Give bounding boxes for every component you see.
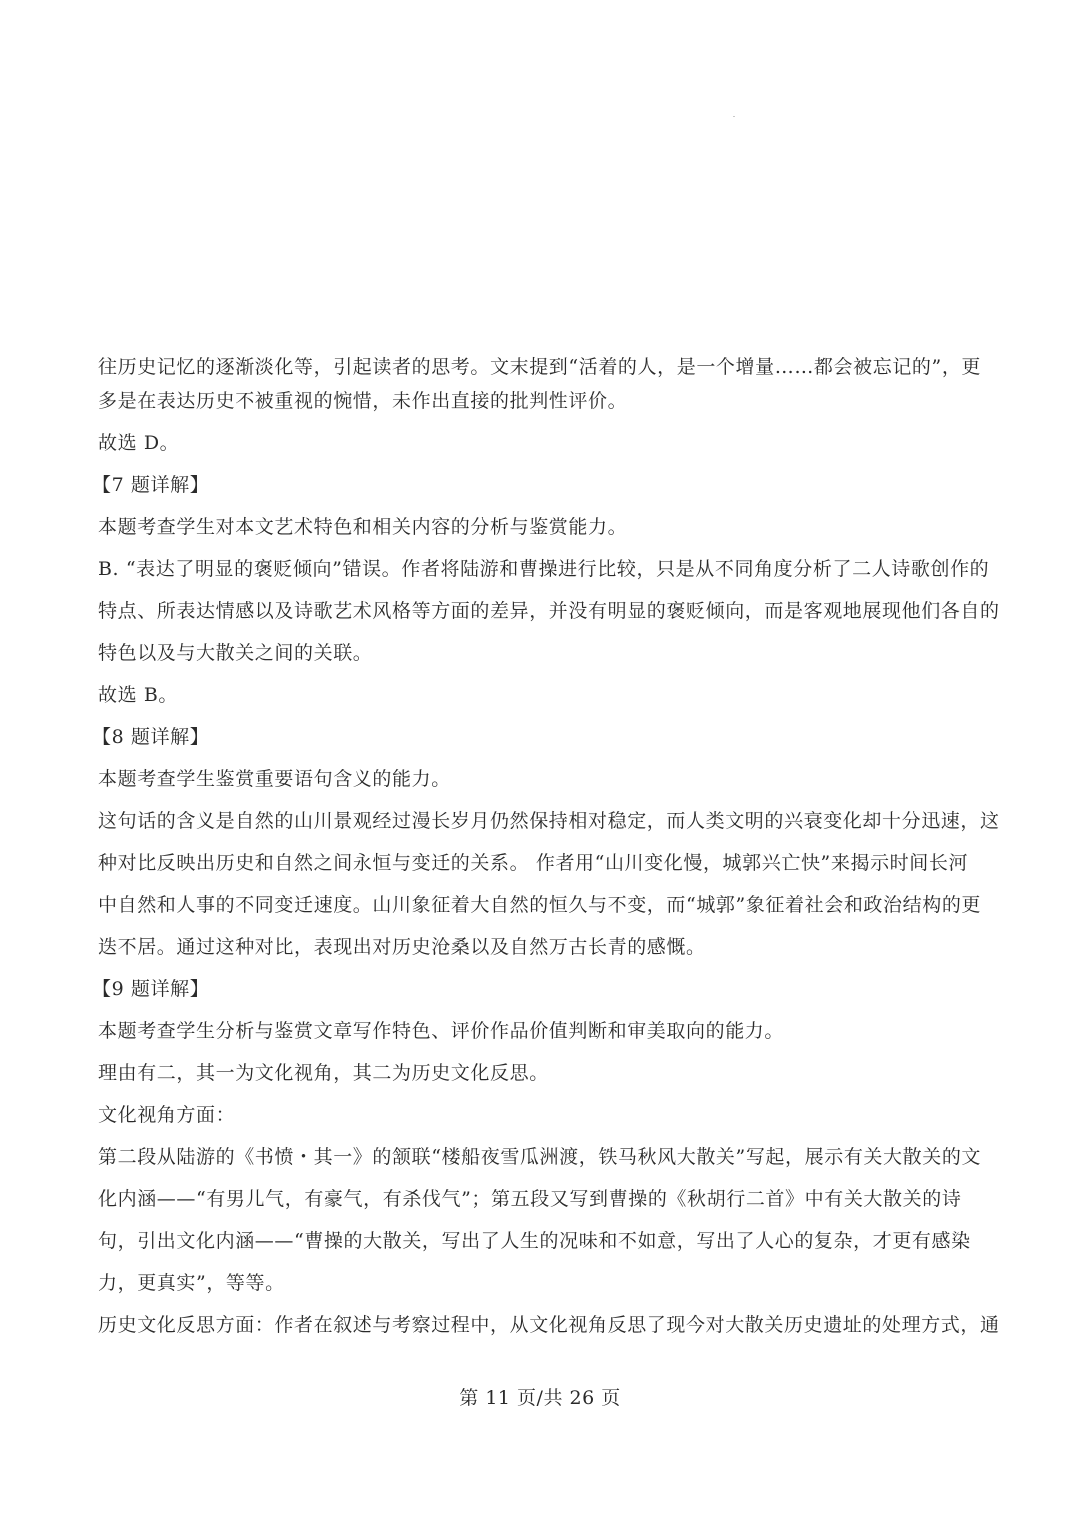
paragraph-line: 这句话的含义是自然的山川景观经过漫长岁月仍然保持相对稳定，而人类文明的兴衰变化却十分迅速，这 (98, 810, 1000, 832)
paragraph-line: 本题考查学生鉴赏重要语句含义的能力。 (98, 768, 451, 790)
paragraph-line: 种对比反映出历史和自然之间永恒与变迁的关系。 作者用“山川变化慢，城郭兴亡快”来揭示时间长河 (98, 852, 969, 874)
paragraph-line: 特色以及与大散关之间的关联。 (98, 642, 373, 664)
section-heading-7: 【7 题详解】 (92, 474, 210, 496)
paragraph-line: 文化视角方面： (98, 1104, 236, 1126)
paragraph-line: 迭不居。通过这种对比，表现出对历史沧桑以及自然万古长青的感慨。 (98, 936, 706, 958)
paragraph-line: 本题考查学生分析与鉴赏文章写作特色、评价作品价值判断和审美取向的能力。 (98, 1020, 785, 1042)
section-heading-9: 【9 题详解】 (92, 978, 210, 1000)
paragraph-line: 力，更真实”，等等。 (98, 1272, 285, 1294)
paragraph-line: 多是在表达历史不被重视的惋惜，未作出直接的批判性评价。 (98, 390, 628, 412)
paragraph-line: 化内涵——“有男儿气，有豪气，有杀伐气”；第五段又写到曹操的《秋胡行二首》中有关大散关的诗 (98, 1188, 962, 1210)
answer-line: 故选 B。 (98, 684, 179, 706)
answer-line: 故选 D。 (98, 432, 180, 454)
paragraph-line: 句，引出文化内涵——“曹操的大散关，写出了人生的况味和不如意，写出了人心的复杂，才更有感染 (98, 1230, 971, 1252)
paragraph-line: B. “表达了明显的褒贬倾向”错误。作者将陆游和曹操进行比较，只是从不同角度分析了二人诗歌创作的 (98, 558, 990, 580)
paragraph-line: 理由有二，其一为文化视角，其二为历史文化反思。 (98, 1062, 549, 1084)
scan-speck (733, 116, 735, 117)
paragraph-line: 往历史记忆的逐渐淡化等，引起读者的思考。文末提到“活着的人，是一个增量……都会被忘记的”，更 (98, 356, 982, 378)
paragraph-line: 第二段从陆游的《书愤・其一》的颔联“楼船夜雪瓜洲渡，铁马秋风大散关”写起，展示有关大散关的文 (98, 1146, 982, 1168)
paragraph-line: 历史文化反思方面：作者在叙述与考察过程中，从文化视角反思了现今对大散关历史遗址的处理方式，通 (98, 1314, 1000, 1336)
page-number-footer: 第 11 页/共 26 页 (459, 1387, 621, 1409)
paragraph-line: 本题考查学生对本文艺术特色和相关内容的分析与鉴赏能力。 (98, 516, 628, 538)
section-heading-8: 【8 题详解】 (92, 726, 210, 748)
paragraph-line: 特点、所表达情感以及诗歌艺术风格等方面的差异，并没有明显的褒贬倾向，而是客观地展现他们各自的 (98, 600, 1000, 622)
page-body (92, 350, 1000, 1342)
paragraph-line: 中自然和人事的不同变迁速度。山川象征着大自然的恒久与不变，而“城郭”象征着社会和政治结构的更 (98, 894, 982, 916)
